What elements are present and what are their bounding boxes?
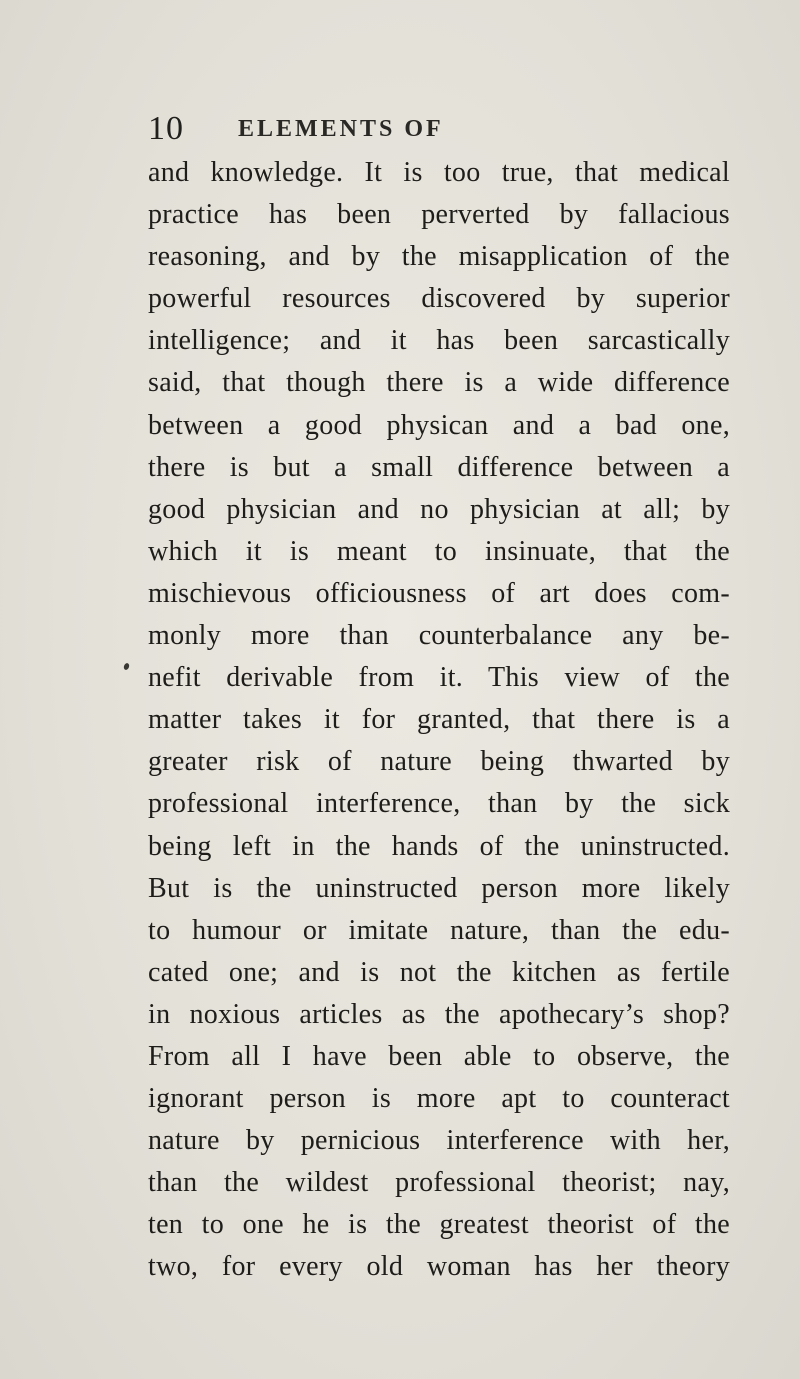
- text-line: mischievous officiousness of art does com-: [148, 577, 730, 609]
- text-line: there is but a small difference between a: [148, 451, 730, 483]
- text-line: monly more than counterbalance any be-: [148, 620, 730, 652]
- text-line: ignorant person is more apt to counteract: [148, 1083, 730, 1115]
- text-line: which it is meant to insinuate, that the: [148, 535, 730, 567]
- text-line: cated one; and is not the kitchen as fertile: [148, 956, 730, 988]
- text-line: nature by pernicious interference with her,: [148, 1125, 730, 1157]
- text-line: nefit derivable from it. This view of the: [148, 662, 730, 694]
- text-line: said, that though there is a wide difference: [148, 367, 730, 399]
- text-line: intelligence; and it has been sarcastically: [148, 325, 730, 357]
- text-line: between a good physican and a bad one,: [148, 409, 730, 441]
- text-line: greater risk of nature being thwarted by: [148, 746, 730, 778]
- text-line: From all I have been able to observe, the: [148, 1040, 730, 1072]
- text-line: But is the uninstructed person more likely: [148, 872, 730, 904]
- running-head: [148, 104, 788, 154]
- body-text: [148, 152, 730, 1289]
- text-line: powerful resources discovered by superior: [148, 283, 730, 315]
- text-line: being left in the hands of the uninstructed.: [148, 830, 730, 862]
- text-line: professional interference, than by the sick: [148, 788, 730, 820]
- text-line: ten to one he is the greatest theorist of the: [148, 1209, 730, 1241]
- text-line: in noxious articles as the apothecary’s shop?: [148, 998, 730, 1030]
- running-title: ELEMENTS OF: [238, 116, 444, 142]
- page-number: 10: [148, 110, 184, 147]
- text-line: good physician and no physician at all; by: [148, 493, 730, 525]
- text-line: and knowledge. It is too true, that medical: [148, 157, 730, 188]
- text-line: reasoning, and by the misapplication of the: [148, 241, 730, 273]
- text-line: to humour or imitate nature, than the edu-: [148, 914, 730, 946]
- ink-speck: [123, 662, 130, 670]
- text-line: matter takes it for granted, that there is a: [148, 704, 730, 736]
- text-line: practice has been perverted by fallacious: [148, 199, 730, 231]
- text-line: two, for every old woman has her theory: [148, 1251, 730, 1283]
- text-line: than the wildest professional theorist; nay,: [148, 1167, 730, 1199]
